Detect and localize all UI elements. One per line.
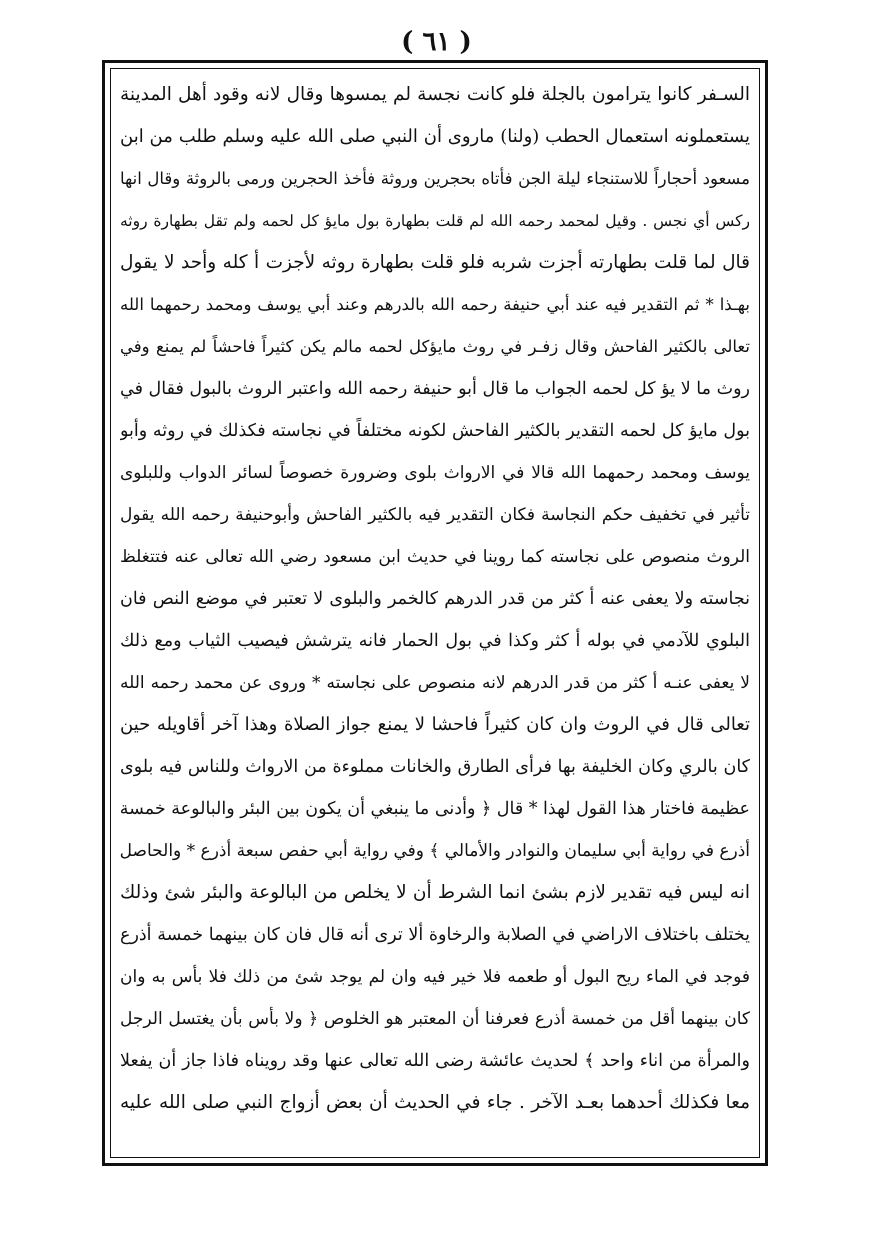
text-line: يختلف باختلاف الاراضي في الصلابة والرخاوة ألا ترى أنه قال فان كان بينهما خمسة أذرع xyxy=(120,925,750,945)
text-line: لا يعفى عنـه أ كثر من قدر الدرهم لانه منصوص على نجاسته * وروى عن محمد رحمه الله xyxy=(120,673,750,693)
body-text xyxy=(120,74,750,1124)
text-line: بهـذا * ثم التقدير فيه عند أبي حنيفة رحمه الله بالدرهم وعند أبي يوسف ومحمد رحمهما الله xyxy=(120,295,750,314)
text-line: أذرع في رواية أبي سليمان والنوادر والأمالي ﴾ وفي رواية أبي حفص سبعة أذرع * والحاصل xyxy=(120,841,750,861)
text-line: الروث منصوص على نجاسته كما روينا في حديث ابن مسعود رضي الله تعالى عنه فتتغلظ xyxy=(120,547,750,567)
text-line: عظيمة فاختار هذا القول لهذا * قال ﴿ وأدنى ما ينبغي أن يكون بين البئر والبالوعة خمسة xyxy=(120,799,750,819)
page-number: ( ٦١ ) xyxy=(401,27,472,57)
text-line: بول مايؤ كل لحمه التقدير بالكثير الفاحش لكونه مختلفاً في نجاسته فكذلك في روثه وأبو xyxy=(120,421,750,441)
text-line: قال لما قلت بطهارته أجزت شربه فلو قلت بطهارة روثه لأجزت أ كله وأحد لا يقول xyxy=(120,252,750,273)
text-line: البلوي للآدمي في بوله أ كثر وكذا في بول الحمار فانه يترشش فيصيب الثياب ومع ذلك xyxy=(120,631,750,651)
text-line: ركس أي نجس . وقيل لمحمد رحمه الله لم قلت بطهارة بول مايؤ كل لحمه ولم تقل بطهارة روثه xyxy=(120,212,750,230)
text-line: تأثير في تخفيف حكم النجاسة فكان التقدير فيه بالكثير الفاحش وأبوحنيفة رحمه الله يقول xyxy=(120,505,750,525)
text-line: السـفر كانوا يترامون بالجلة فلو كانت نجسة لم يمسوها وقال لانه وقود أهل المدينة xyxy=(120,84,750,105)
text-line: نجاسته ولا يعفى عنه أ كثر من قدر الدرهم كالخمر والبلوى لا تعتبر في موضع النص فان xyxy=(120,589,750,609)
text-line: كان بالري وكان الخليفة بها فرأى الطارق والخانات مملوءة من الارواث وللناس فيه بلوى xyxy=(120,757,750,777)
text-line: تعالى بالكثير الفاحش وقال زفـر في روث مايؤكل لحمه مالم يكن كثيراً فاحشاً لم يمنع وفي xyxy=(120,337,750,356)
text-line: والمرأة من اناء واحد ﴾ لحديث عائشة رضى الله تعالى عنها وقد رويناه فاذا جاز أن يفعلا xyxy=(120,1051,750,1071)
text-line: كان بينهما أقل من خمسة أذرع فعرفنا أن المعتبر هو الخلوص ﴿ ولا بأس بأن يغتسل الرجل xyxy=(120,1009,750,1029)
text-line: روث ما لا يؤ كل لحمه الجواب ما قال أبو حنيفة رحمه الله واعتبر الروث بالبول فقال في xyxy=(120,379,750,399)
text-line: تعالى قال في الروث وان كان كثيراً فاحشا لا يمنع جواز الصلاة وهذا آخر أقاويله حين xyxy=(120,714,750,735)
text-line: معا فكذلك أحدهما بعـد الآخر . جاء في الحديث أن بعض أزواج النبي صلى الله عليه xyxy=(120,1092,750,1113)
text-line: يستعملونه استعمال الحطب (ولنا) ماروى أن النبي صلى الله عليه وسلم طلب من ابن xyxy=(120,126,750,147)
text-line: انه ليس فيه تقدير لازم بشئ انما الشرط أن لا يخلص من البالوعة والبئر شئ وذلك xyxy=(120,882,750,903)
text-line: فوجد في الماء ريح البول أو طعمه فلا خير فيه وان لم يوجد شئ من ذلك فلا بأس به وان xyxy=(120,967,750,987)
text-line: مسعود أحجاراً للاستنجاء ليلة الجن فأتاه بحجرين وروثة فأخذ الحجرين ورمى بالروثة وقال انها xyxy=(120,169,750,188)
text-line: يوسف ومحمد رحمهما الله قالا في الارواث بلوى وضرورة خصوصاً لسائر الدواب وللبلوى xyxy=(120,463,750,483)
